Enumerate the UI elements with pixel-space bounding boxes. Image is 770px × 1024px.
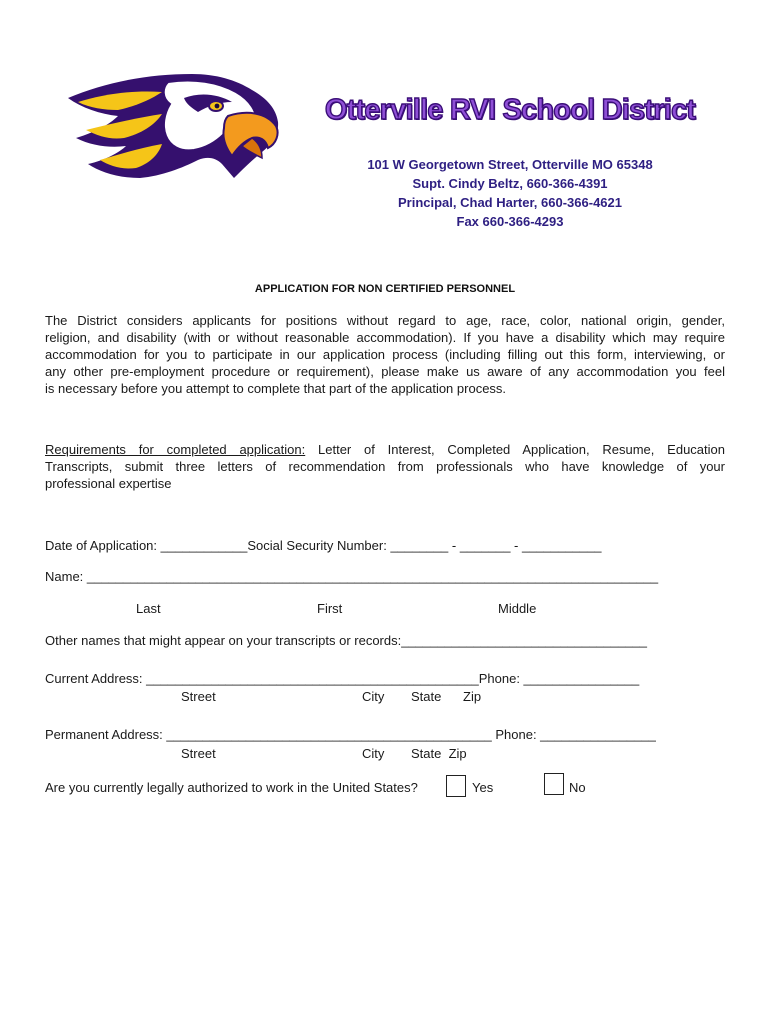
fax-number: Fax 660-366-4293 [456, 214, 564, 229]
permanent-street-caption: Street [181, 746, 216, 761]
eagle-head-logo-icon [66, 68, 280, 180]
other-names-field[interactable]: Other names that might appear on your transcripts or records:__________________________________ [45, 633, 648, 648]
work-authorization-question: Are you currently legally authorized to work in the United States? [45, 780, 418, 795]
district-title: Otterville RVI School District [324, 94, 696, 126]
current-zip-caption: Zip [463, 689, 482, 704]
yes-checkbox[interactable] [446, 775, 466, 797]
no-label: No [569, 780, 586, 795]
policy-line: religion, and disability (with or without reasonable accommodation). If you have a disability which may require [45, 330, 725, 345]
name-first-caption: First [317, 601, 343, 616]
application-title: APPLICATION FOR NON CERTIFIED PERSONNEL [254, 283, 516, 295]
permanent-state-zip-caption: State Zip [411, 746, 467, 761]
policy-line: accommodation for you to participate in our application process (including filling out this form, interviewing, or [45, 347, 725, 362]
permanent-address-field[interactable]: Permanent Address: _____________________________________________ Phone: ________________ [45, 727, 656, 742]
no-checkbox[interactable] [544, 773, 564, 795]
name-middle-caption: Middle [498, 601, 537, 616]
name-field[interactable]: Name: _______________________________________________________________________________ [45, 569, 659, 584]
policy-line: any other pre-employment procedure or requirement), please make us aware of any accommodation you feel [45, 364, 725, 379]
permanent-city-caption: City [362, 746, 385, 761]
policy-line: The District considers applicants for positions without regard to age, race, color, national origin, gender, [45, 313, 725, 328]
nondiscrimination-policy [45, 312, 725, 397]
name-last-caption: Last [136, 601, 161, 616]
requirements-label: Requirements for completed application: [45, 442, 306, 457]
current-state-caption: State [411, 689, 442, 704]
district-address: 101 W Georgetown Street, Otterville MO 65348 [367, 157, 653, 172]
requirements-text: Letter of Interest, Completed Application, Resume, Education [305, 442, 725, 457]
policy-line: is necessary before you attempt to complete that part of the application process. [45, 381, 507, 396]
yes-label: Yes [472, 780, 494, 795]
requirements-text: Transcripts, submit three letters of recommendation from professionals who have knowledge of your [45, 459, 725, 474]
requirements-text: professional expertise [45, 476, 172, 491]
current-street-caption: Street [181, 689, 216, 704]
date-ssn-field[interactable]: Date of Application: ____________Social Security Number: ________ - _______ - ___________ [45, 538, 602, 553]
principal-contact: Principal, Chad Harter, 660-366-4621 [397, 195, 622, 210]
current-city-caption: City [362, 689, 385, 704]
superintendent-contact: Supt. Cindy Beltz, 660-366-4391 [412, 176, 608, 191]
current-address-field[interactable]: Current Address: ______________________________________________Phone: ________________ [45, 671, 640, 686]
requirements-paragraph [45, 441, 725, 492]
